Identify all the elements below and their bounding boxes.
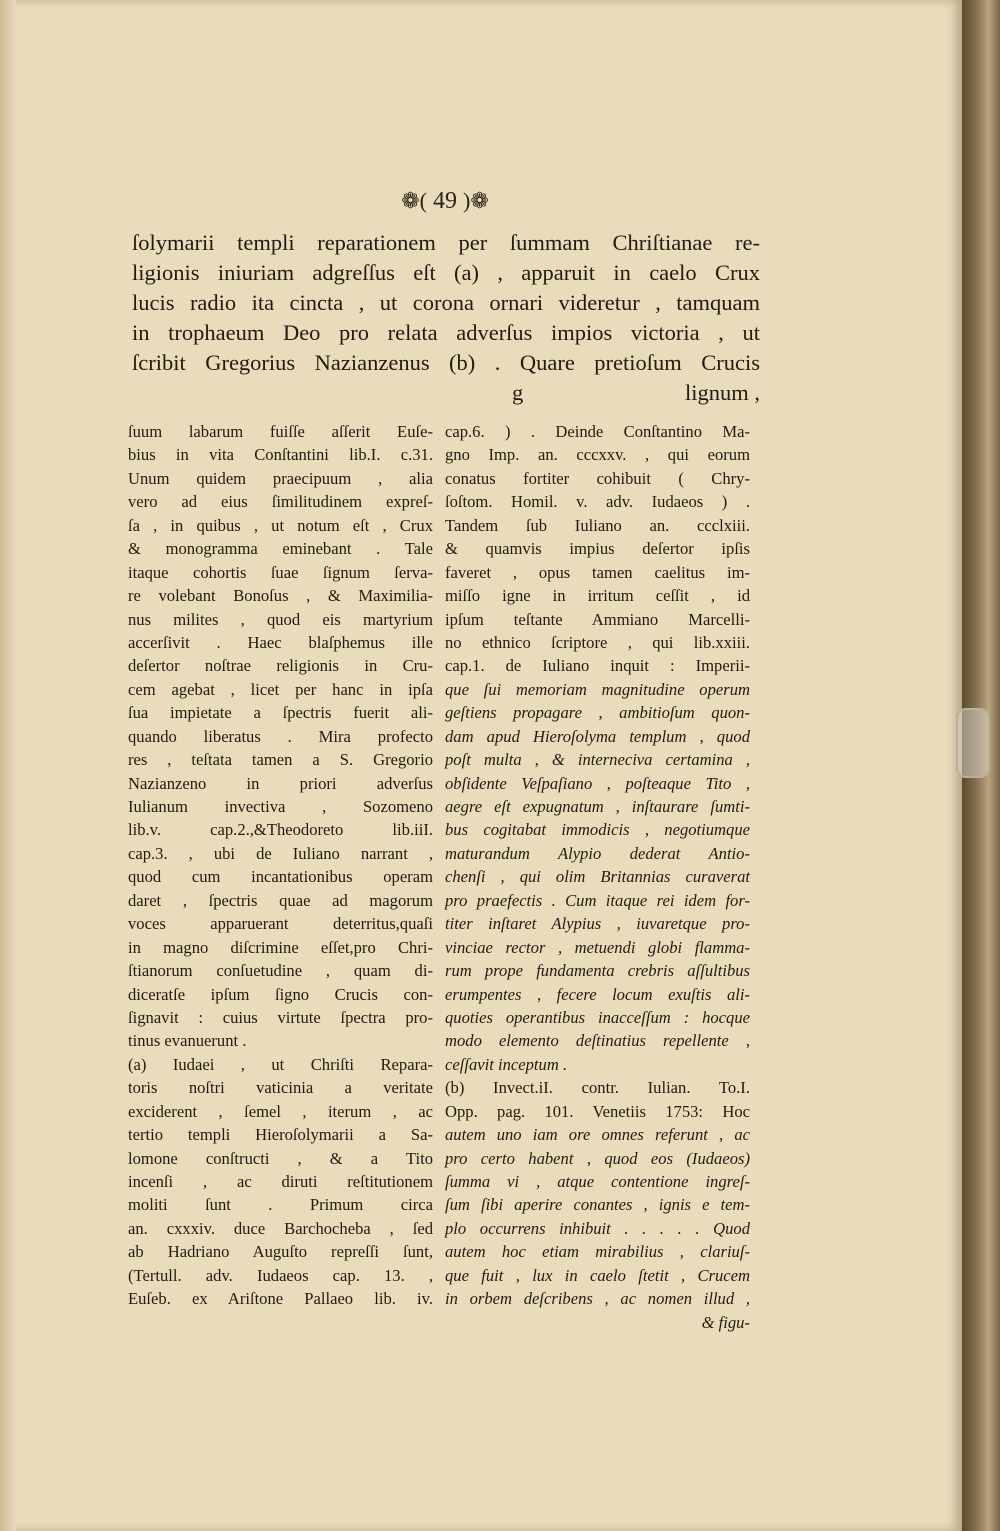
footnote-line: cap.1. de Iuliano inquit : Imperii- bbox=[445, 656, 750, 676]
main-text-line: ſolymarii templi reparationem per ſummam Chriſtianae re- bbox=[132, 230, 760, 255]
ornament-right-icon: )❁ bbox=[463, 188, 489, 213]
footnote-line: ſtianorum conſuetudine , quam di- bbox=[128, 961, 433, 981]
main-text-line: in trophaeum Deo pro relata adverſus impios victoria , ut bbox=[132, 320, 760, 345]
quotation-line: que ſui memoriam magnitudine operum bbox=[445, 679, 750, 699]
footnote-line: diceratſe ipſum ſigno Crucis con- bbox=[128, 984, 433, 1004]
footnote-line: (Tertull. adv. Iudaeos cap. 13. , bbox=[128, 1265, 433, 1285]
quotation-line: ceſſavit inceptum . bbox=[445, 1054, 568, 1074]
page-number: 49 bbox=[433, 188, 457, 214]
quotation-line: autem hoc etiam mirabilius , clariuſ- bbox=[445, 1242, 750, 1262]
footnote-line: daret , ſpectris quae ad magorum bbox=[128, 890, 433, 910]
footnote-line: accerſivit . Haec blaſphemus ille bbox=[128, 632, 433, 652]
footnote-line: incenſi , ac diruti reſtitutionem bbox=[128, 1172, 433, 1191]
footnote-line: ipſum teſtante Ammiano Marcelli- bbox=[445, 609, 750, 629]
footnote-line: moliti ſunt . Primum circa bbox=[128, 1195, 433, 1215]
quotation-line: dam apud Hieroſolyma templum , quod bbox=[445, 726, 750, 746]
footnote-column-right bbox=[445, 420, 750, 1334]
page-gutter bbox=[0, 0, 16, 1531]
quotation-line: ſum ſibi aperire conantes , ignis e tem- bbox=[445, 1195, 750, 1215]
quotation-line: geſtiens propagare , ambitioſum quon- bbox=[445, 703, 750, 723]
footnote-column-left bbox=[128, 420, 433, 1311]
quotation-line: bus cogitabat immodicis , negotiumque bbox=[445, 820, 750, 840]
footnote-line: exciderent , ſemel , iterum , ac bbox=[128, 1101, 433, 1121]
footnote-line: cap.6. ) . Deinde Conſtantino Ma- bbox=[445, 422, 750, 441]
footnote-line: ſignavit : cuius virtute ſpectra pro- bbox=[128, 1007, 433, 1027]
footnote-line: faveret , opus tamen caelitus im- bbox=[445, 562, 750, 582]
footnote-line: gno Imp. an. cccxxv. , qui eorum bbox=[445, 445, 750, 465]
footnote-line: lomone conſtructi , & a Tito bbox=[128, 1148, 433, 1168]
footnote-line: & quamvis impius deſertor ipſis bbox=[445, 539, 750, 559]
footnote-line: voces apparuerant deterritus,quaſi bbox=[128, 914, 433, 934]
footnote-line: lib.v. cap.2.,&Theodoreto lib.iiI. bbox=[128, 820, 433, 840]
page-header bbox=[360, 188, 530, 215]
quotation-line: maturandum Alypio dederat Antio- bbox=[445, 843, 750, 863]
quotation-line: modo elemento deſtinatius repellente , bbox=[445, 1031, 750, 1051]
quotation-line: obſidente Veſpaſiano , poſteaque Tito , bbox=[445, 773, 750, 793]
quotation-line: chenſi , qui olim Britannias curaverat bbox=[445, 867, 750, 887]
footnote-line: re volebant Bonoſus , & Maximilia- bbox=[128, 586, 433, 606]
footnote-line: (a) Iudaei , ut Chriſti Repara- bbox=[128, 1054, 433, 1074]
catchword-line bbox=[132, 378, 760, 408]
footnote-line: vero ad eius ſimilitudinem expreſ- bbox=[128, 492, 433, 512]
footnote-line: ab Hadriano Auguſto repreſſi ſunt, bbox=[128, 1242, 433, 1262]
footnote-line: quando liberatus . Mira profecto bbox=[128, 726, 433, 746]
footnote-line: toris noſtri vaticinia a veritate bbox=[128, 1078, 433, 1098]
quotation-line: quoties operantibus inacceſſum : hocque bbox=[445, 1007, 750, 1027]
quotation-line: aegre eſt expugnatum , inſtaurare ſumti- bbox=[445, 797, 750, 816]
quotation-line: pro certo habent , quod eos (Iudaeos) bbox=[445, 1148, 750, 1168]
footnote-line: Euſeb. ex Ariſtone Pallaeo lib. iv. bbox=[128, 1289, 433, 1309]
footnote-line: ſuum labarum fuiſſe aſſerit Euſe- bbox=[128, 422, 433, 441]
footnote-line: Iulianum invectiva , Sozomeno bbox=[128, 797, 433, 816]
quotation-line: que fuit , lux in caelo ſtetit , Crucem bbox=[445, 1265, 750, 1285]
footnote-line: quod cum incantationibus operam bbox=[128, 867, 433, 887]
main-text-line: ligionis iniuriam adgreſſus eſt (a) , apparuit in caelo Crux bbox=[132, 260, 760, 285]
quotation-line: pro praefectis . Cum itaque rei idem for- bbox=[445, 890, 750, 910]
ornament-left-icon: ❁( bbox=[401, 188, 427, 213]
footnote-line: ſoſtom. Homil. v. adv. Iudaeos ) . bbox=[445, 492, 750, 512]
footnote-line: cap.3. , ubi de Iuliano narrant , bbox=[128, 843, 433, 863]
footnote-line: ſua impietate a ſpectris fuerit ali- bbox=[128, 703, 433, 723]
quotation-line: plo occurrens inhibuit . . . . . Quod bbox=[445, 1218, 750, 1238]
footnote-line: Tandem ſub Iuliano an. ccclxiii. bbox=[445, 515, 750, 535]
catchword-footnote: & figu- bbox=[701, 1312, 750, 1332]
footnote-line: miſſo igne in irritum ceſſit , id bbox=[445, 586, 750, 606]
quotation-line: erumpentes , fecere locum exuſtis ali- bbox=[445, 984, 750, 1004]
footnote-line: (b) Invect.iI. contr. Iulian. To.I. bbox=[445, 1078, 750, 1098]
main-text-line: lucis radio ita cincta , ut corona ornari videretur , tamquam bbox=[132, 290, 760, 315]
footnote-line: & monogramma eminebant . Tale bbox=[128, 539, 433, 559]
footnote-line: ſa , in quibus , ut notum eſt , Crux bbox=[128, 515, 433, 535]
page-clip bbox=[956, 708, 990, 778]
footnote-line: tertio templi Hieroſolymarii a Sa- bbox=[128, 1125, 433, 1145]
footnote-line: tinus evanuerunt . bbox=[128, 1031, 247, 1051]
quotation-line: poſt multa , & interneciva certamina , bbox=[445, 750, 750, 770]
footnote-line: in magno diſcrimine eſſet,pro Chri- bbox=[128, 937, 433, 957]
quotation-line: rum prope fundamenta crebris aſſultibus bbox=[445, 961, 750, 981]
footnote-line: deſertor noſtrae religionis in Cru- bbox=[128, 656, 433, 676]
footnote-line: nus milites , quod eis martyrium bbox=[128, 609, 433, 629]
footnote-line: Nazianzeno in priori adverſus bbox=[128, 773, 433, 793]
quotation-line: in orbem deſcribens , ac nomen illud , bbox=[445, 1289, 750, 1309]
main-text-line: ſcribit Gregorius Nazianzenus (b) . Quare pretioſum Crucis bbox=[132, 350, 760, 375]
footnote-line: bius in vita Conſtantini lib.I. c.31. bbox=[128, 445, 433, 465]
footnote-line: an. cxxxiv. duce Barchocheba , ſed bbox=[128, 1218, 433, 1238]
signature-mark: g bbox=[512, 380, 524, 405]
quotation-line: vinciae rector , metuendi globi flamma- bbox=[445, 937, 750, 957]
catchword: lignum , bbox=[684, 380, 760, 405]
footnote-line: Opp. pag. 101. Venetiis 1753: Hoc bbox=[445, 1101, 750, 1121]
footnote-line: Unum quidem praecipuum , alia bbox=[128, 468, 433, 488]
quotation-line: titer inſtaret Alypius , iuvaretque pro- bbox=[445, 914, 750, 934]
quotation-line: ſumma vi , atque contentione ingreſ- bbox=[445, 1172, 750, 1191]
main-text-block bbox=[132, 228, 760, 408]
footnote-line: no ethnico ſcriptore , qui lib.xxiii. bbox=[445, 632, 750, 652]
footnote-line: itaque cohortis ſuae ſignum ſerva- bbox=[128, 562, 433, 582]
quotation-line: autem uno iam ore omnes referunt , ac bbox=[445, 1125, 750, 1145]
footnote-line: conatus fortiter cohibuit ( Chry- bbox=[445, 468, 750, 488]
footnote-line: res , teſtata tamen a S. Gregorio bbox=[128, 750, 433, 770]
footnote-line: cem agebat , licet per hanc in ipſa bbox=[128, 679, 433, 699]
